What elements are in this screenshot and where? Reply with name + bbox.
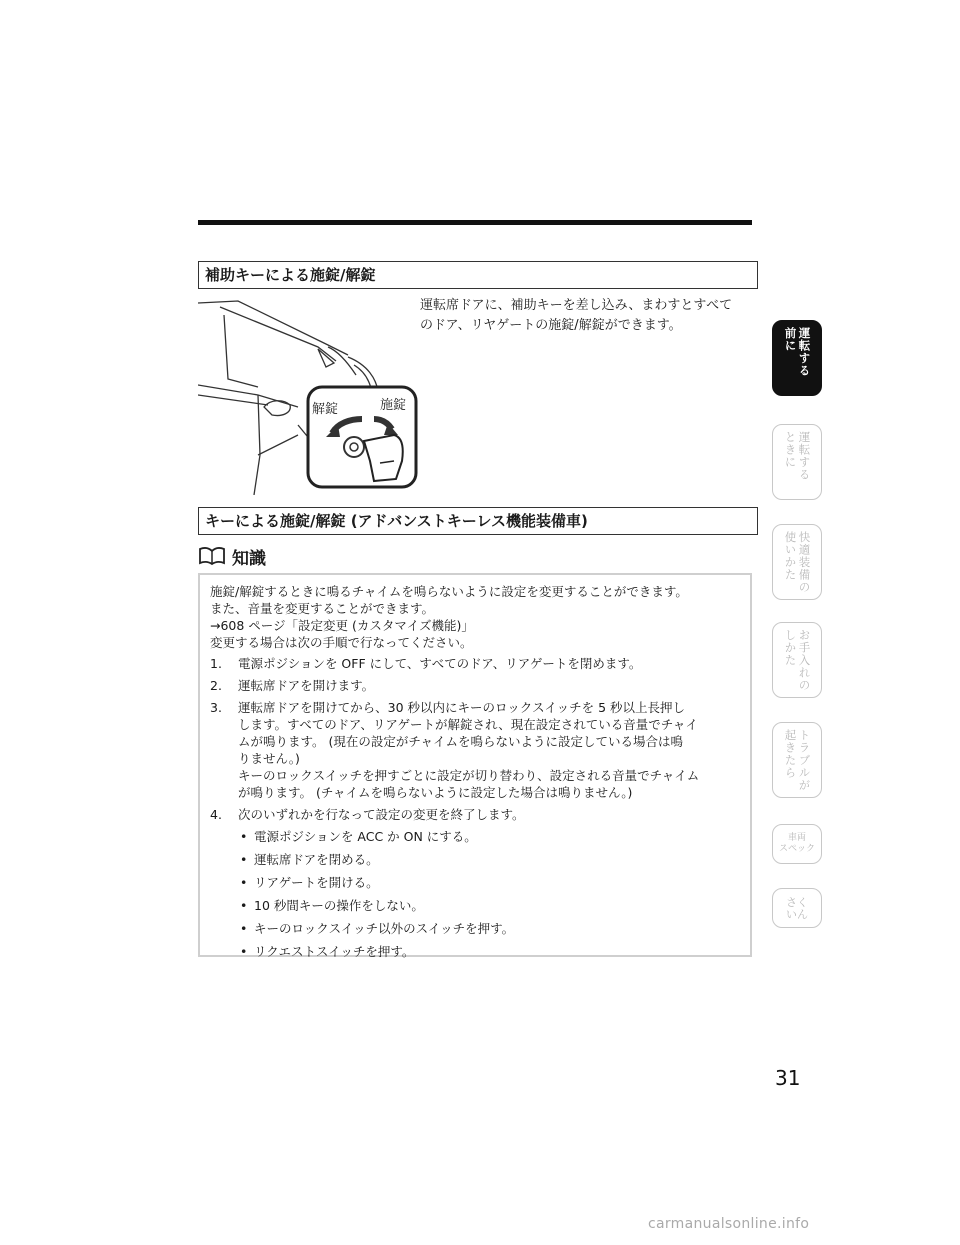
list-item: 4. 次のいずれかを行なって設定の変更を終了します。 — [210, 807, 525, 822]
spare-key-intro: 運転席ドアに、補助キーを差し込み、まわすとすべて のドア、リヤゲートの施錠/解錠ができます。 — [420, 298, 733, 333]
list-item: • 運転席ドアを閉める。 — [240, 852, 379, 867]
tab-troubleshooting[interactable]: トラブルが 起きたら — [772, 722, 822, 798]
page-number: 31 — [775, 1066, 801, 1090]
watermark: carmanualsonline.info — [648, 1216, 810, 1232]
list-item: • リアゲートを開ける。 — [240, 875, 379, 890]
bullet-list — [210, 828, 740, 960]
tab-maintenance[interactable]: お手入れの しかた — [772, 622, 822, 698]
top-rule — [198, 220, 752, 225]
list-item: • キーのロックスイッチ以外のスイッチを押す。 — [240, 921, 515, 936]
list-item: • 10 秒間キーの操作をしない。 — [240, 898, 424, 913]
list-item: • リクエストスイッチを押す。 — [240, 944, 415, 959]
list-item: 1. 電源ポジションを OFF にして、すべてのドア、リアゲートを閉めます。 — [210, 656, 642, 671]
knowledge-box: 施錠/解錠するときに鳴るチャイムを鳴らないように設定を変更することができます。 また、音量を変更することができます。 →608 ページ「設定変更 (カスタマイズ機能)」 変更する場合は次の手順で行なってください。 1. 電源ポジションを OFF にして、すべてのドア、リアゲートを閉めます。 2. 運転席ドアを開けます。 3. 運転席ドアを開けてから、30 秒以内にキーのロックスイッチを 5 秒以上長押し します。すべてのドア、リアゲートが解錠され、現在設定されている音量でチャイ ムが鳴ります。 (現在の設定がチャイムを鳴らないように設定している場合は鳴 りません。) キーのロックスイッチを押すごとに設定が切り替わり、設定される音量でチャイム が鳴ります。 (チャイムを鳴らないように設定した場合は鳴りません。) 4. 次のいずれかを行なって設定の変更を終了します。 • 電源ポジションを ACC か ON にする。 • 運転席ドアを閉める。 • リアゲートを開ける。 • 10 秒間キーの操作をしない。 • キーのロックスイッチ以外のスイッチを押す。 • リクエストスイッチを押す。 — [198, 573, 752, 957]
tab-comfort-features[interactable]: 快適装備の 使いかた — [772, 524, 822, 600]
list-item: 2. 運転席ドアを開けます。 — [210, 678, 375, 693]
door-key-illustration — [198, 295, 420, 495]
knowledge-heading — [198, 543, 266, 569]
lock-label: 施錠 — [380, 398, 407, 413]
book-icon — [198, 546, 226, 566]
section-heading-spare-key: 補助キーによる施錠/解錠 — [198, 261, 758, 289]
steps-list — [210, 655, 740, 823]
tab-index[interactable]: さく いん — [772, 888, 822, 928]
tab-before-driving[interactable]: 運転する 前に — [772, 320, 822, 396]
list-item: • 電源ポジションを ACC か ON にする。 — [240, 829, 477, 844]
unlock-label: 解錠 — [312, 402, 339, 417]
tab-vehicle-specs[interactable]: 車両 スペック — [772, 824, 822, 864]
section-heading-keyless: キーによる施錠/解錠 (アドバンストキーレス機能装備車) — [198, 507, 758, 535]
tab-while-driving[interactable]: 運転する ときに — [772, 424, 822, 500]
knowledge-title: 知識 — [232, 548, 266, 569]
list-item: 3. 運転席ドアを開けてから、30 秒以内にキーのロックスイッチを 5 秒以上長押し します。すべてのドア、リアゲートが解錠され、現在設定されている音量でチャイ ムが鳴ります。 (現在の設定がチャイムを鳴らないように設定している場合は鳴 りません。) キーのロックスイッチを押すごとに設定が切り替わり、設定される音量でチャイム が鳴ります。 (チャイムを鳴らないように設定した場合は鳴りません。) — [210, 700, 700, 800]
page-reference-link[interactable]: →608 ページ「設定変更 (カスタマイズ機能)」 — [210, 618, 474, 633]
